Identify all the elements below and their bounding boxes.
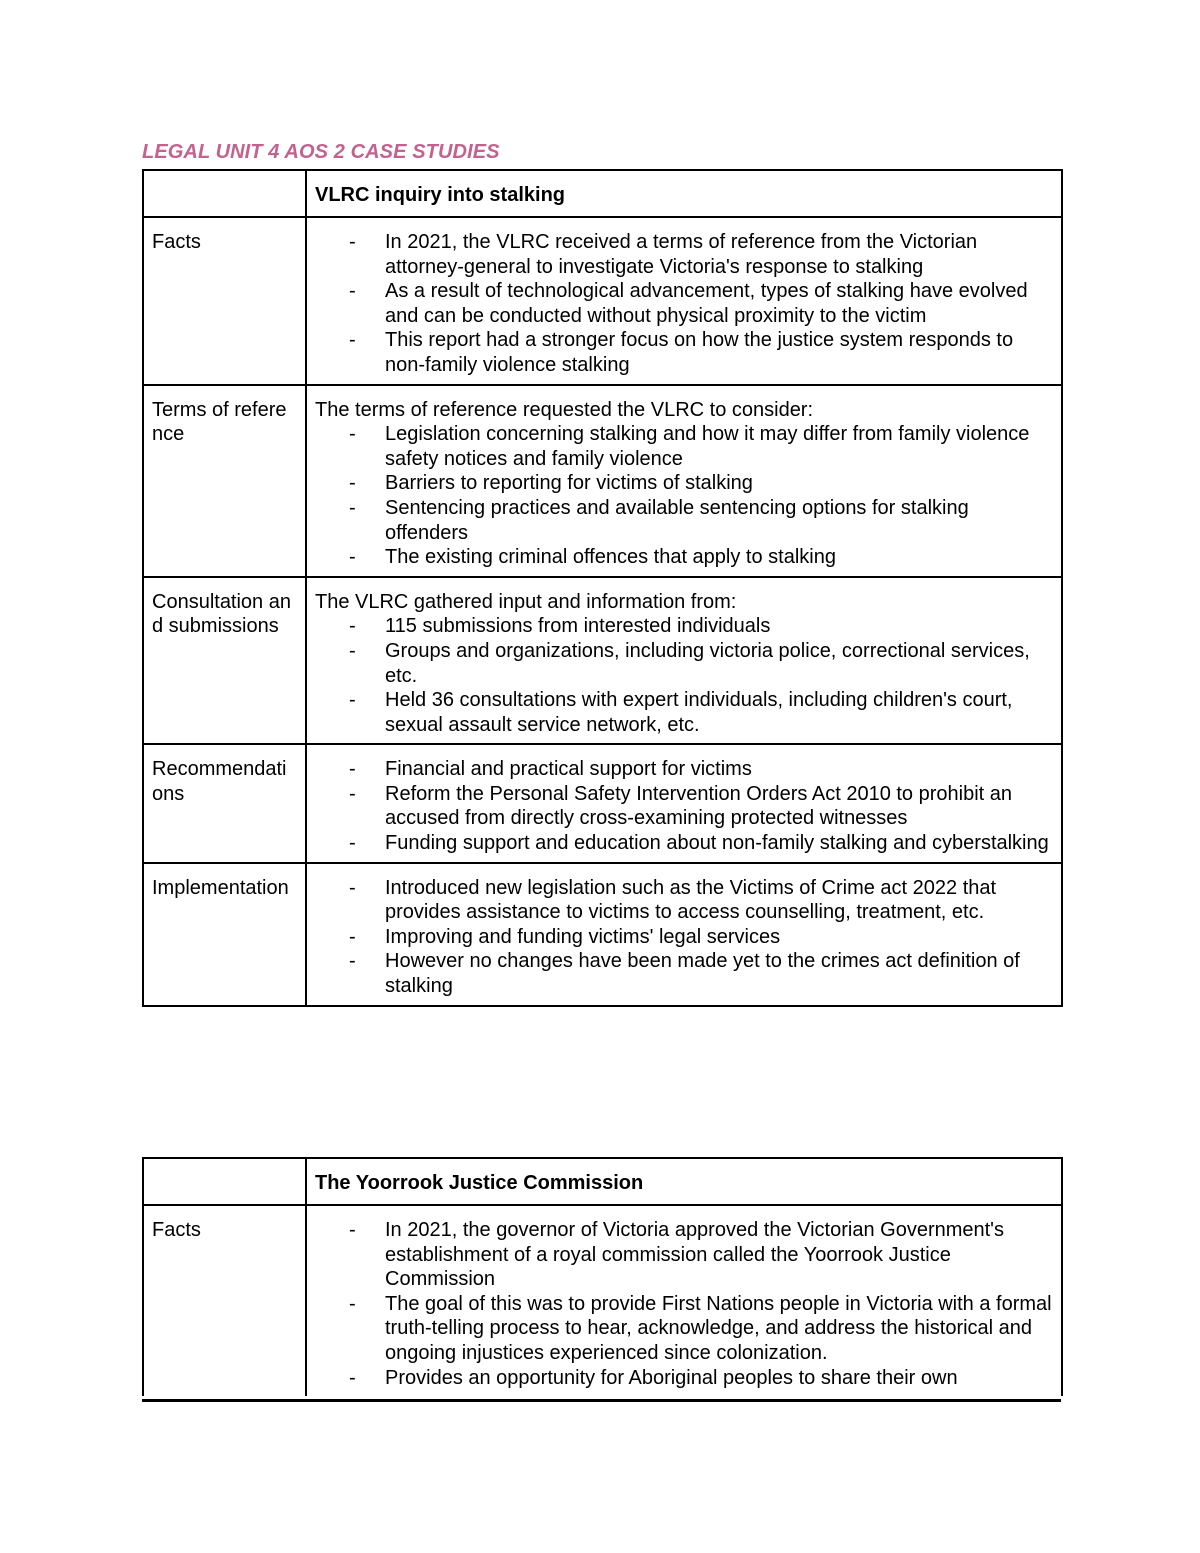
row-intro: The terms of reference requested the VLRC to consider: xyxy=(315,398,814,421)
table-row xyxy=(143,217,1062,385)
bullet-list xyxy=(315,422,1053,570)
row-label: Terms of reference xyxy=(143,385,306,577)
case-rows xyxy=(143,1205,1062,1396)
row-content xyxy=(306,744,1062,862)
list-item: - Groups and organizations, including victoria police, correctional services, etc. xyxy=(315,639,1053,688)
row-label: Facts xyxy=(143,217,306,385)
list-item: - In 2021, the VLRC received a terms of reference from the Victorian attorney-general to investigate Victoria's response to stalking xyxy=(315,230,1053,279)
case-study-table-yoorrook xyxy=(142,1157,1063,1396)
bullet-list xyxy=(315,757,1053,855)
list-item: - 115 submissions from interested individuals xyxy=(315,614,1053,639)
list-item: - As a result of technological advancement, types of stalking have evolved and can be conducted without physical proximity to the victim xyxy=(315,279,1053,328)
header-empty-cell xyxy=(143,170,306,217)
bullet-list xyxy=(315,1218,1053,1390)
row-label: Recommendations xyxy=(143,744,306,862)
list-item: - Provides an opportunity for Aboriginal peoples to share their own xyxy=(315,1366,1053,1391)
table-row xyxy=(143,863,1062,1006)
list-item: - The goal of this was to provide First Nations people in Victoria with a formal truth-telling process to hear, acknowledge, and address the historical and ongoing injustices experienced since colonization. xyxy=(315,1292,1053,1366)
table-row xyxy=(143,577,1062,745)
row-label: Consultation and submissions xyxy=(143,577,306,745)
case-heading: VLRC inquiry into stalking xyxy=(306,170,1062,217)
table-row xyxy=(143,744,1062,862)
list-item: - Financial and practical support for victims xyxy=(315,757,1053,782)
row-intro: The VLRC gathered input and information from: xyxy=(315,590,737,613)
table-header-row xyxy=(143,1158,1062,1205)
list-item: - In 2021, the governor of Victoria approved the Victorian Government's establishment of a royal commission called the Yoorrook Justice Commission xyxy=(315,1218,1053,1292)
row-content xyxy=(306,863,1062,1006)
list-item: - Held 36 consultations with expert individuals, including children's court, sexual assault service network, etc. xyxy=(315,688,1053,737)
row-content xyxy=(306,385,1062,577)
bullet-list xyxy=(315,876,1053,999)
bullet-list xyxy=(315,230,1053,378)
list-item: - Reform the Personal Safety Intervention Orders Act 2010 to prohibit an accused from directly cross-examining protected witnesses xyxy=(315,782,1053,831)
document-title: LEGAL UNIT 4 AOS 2 CASE STUDIES xyxy=(142,141,500,163)
table-row xyxy=(143,385,1062,577)
list-item: - The existing criminal offences that apply to stalking xyxy=(315,545,1053,570)
table-header-row xyxy=(143,170,1062,217)
row-label: Implementation xyxy=(143,863,306,1006)
table-row xyxy=(143,1205,1062,1396)
list-item: - This report had a stronger focus on how the justice system responds to non-family violence stalking xyxy=(315,328,1053,377)
header-empty-cell xyxy=(143,1158,306,1205)
list-item: - Introduced new legislation such as the Victims of Crime act 2022 that provides assistance to victims to access counselling, treatment, etc. xyxy=(315,876,1053,925)
case-heading: The Yoorrook Justice Commission xyxy=(306,1158,1062,1205)
row-content xyxy=(306,1205,1062,1396)
list-item: - Sentencing practices and available sentencing options for stalking offenders xyxy=(315,496,1053,545)
bullet-list xyxy=(315,614,1053,737)
list-item: - Funding support and education about non-family stalking and cyberstalking xyxy=(315,831,1053,856)
case-rows xyxy=(143,217,1062,1006)
list-item: - However no changes have been made yet to the crimes act definition of stalking xyxy=(315,949,1053,998)
row-content xyxy=(306,217,1062,385)
row-content xyxy=(306,577,1062,745)
list-item: - Improving and funding victims' legal services xyxy=(315,925,1053,950)
list-item: - Barriers to reporting for victims of stalking xyxy=(315,471,1053,496)
page-break-rule xyxy=(142,1399,1061,1402)
row-label: Facts xyxy=(143,1205,306,1396)
case-study-table-vlrc xyxy=(142,169,1063,1007)
list-item: - Legislation concerning stalking and how it may differ from family violence safety notices and family violence xyxy=(315,422,1053,471)
